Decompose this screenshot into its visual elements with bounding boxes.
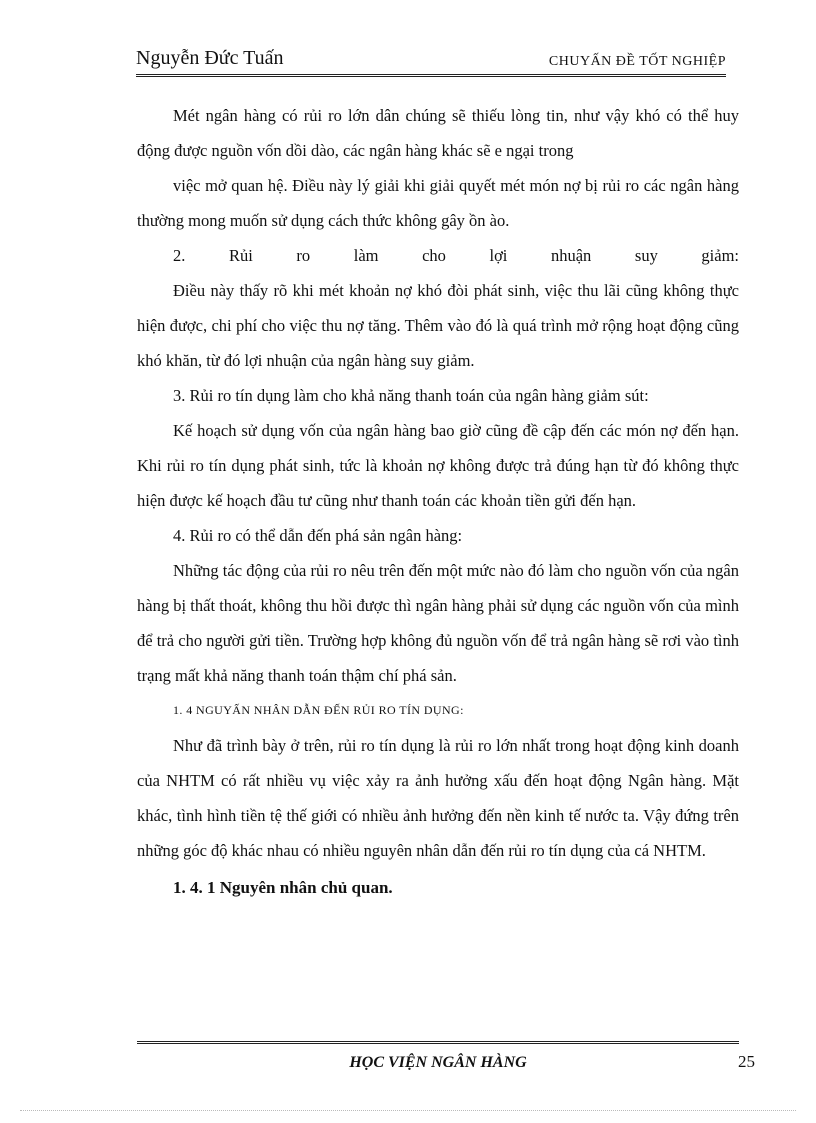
- header-rule: [136, 74, 726, 77]
- subsection-heading: 1. 4. 1 Nguyên nhân chủ quan.: [173, 878, 393, 897]
- point-3-heading: 3. Rủi ro tín dụng làm cho khả năng thanh toán của ngân hàng giảm sút:: [173, 386, 649, 405]
- footer-institution: HỌC VIỆN NGÂN HÀNG: [349, 1054, 527, 1071]
- page-edge-divider: [20, 1110, 796, 1111]
- point-2-heading: 2. Rủi ro làm cho lợi nhuận suy giảm:: [173, 246, 739, 265]
- footer-rule: [137, 1041, 739, 1044]
- paragraph-2: việc mở quan hệ. Điều này lý giải khi giải quyết mét món nợ bị rủi ro các ngân hàng thường mong muốn sử dụng cách thức không gây ồn ào.: [137, 176, 739, 230]
- header-document-title: CHUYẤN ĐỀ TỐT NGHIỆP: [548, 54, 726, 69]
- paragraph-3: Điều này thấy rõ khi mét khoản nợ khó đòi phát sinh, việc thu lãi cũng không thực hiện được, chi phí cho việc thu nợ tăng. Thêm vào đó là quá trình mở rộng hoạt động cũng khó khăn, từ đó lợi nhuận của ngân hàng suy giảm.: [137, 281, 739, 370]
- page-header: [136, 46, 726, 74]
- paragraph-1: Mét ngân hàng có rủi ro lớn dân chúng sẽ thiếu lòng tin, như vậy khó có thể huy động được nguồn vốn dồi dào, các ngân hàng khác sẽ e ngại trong: [137, 106, 739, 160]
- section-paragraph: Như đã trình bày ở trên, rủi ro tín dụng là rủi ro lớn nhất trong hoạt động kinh doanh của NHTM có rất nhiều vụ việc xảy ra ảnh hưởng xấu đến hoạt động Ngân hàng. Mặt khác, tình hình tiền tệ thế giới có nhiều ảnh hưởng đến nền kinh tế nước ta. Vậy đứng trên những góc độ khác nhau có nhiều nguyên nhân dẫn đến rủi ro tín dụng của cá NHTM.: [137, 736, 739, 860]
- section-heading: 1. 4 NGUYẤN NHÂN DẪN ĐẾN RỦI RO TÍN DỤNG:: [173, 703, 464, 717]
- page-number: 25: [738, 1052, 755, 1071]
- paragraph-5: Những tác động của rủi ro nêu trên đến một mức nào đó làm cho nguồn vốn của ngân hàng bị thất thoát, không thu hồi được thì ngân hàng phải sử dụng các nguồn vốn của mình để trả cho người gửi tiền. Trường hợp không đủ nguồn vốn để trả ngân hàng sẽ rơi vào tình trạng mất khả năng thanh toán thậm chí phá sản.: [137, 561, 739, 685]
- page-body: [137, 98, 739, 908]
- point-4-heading: 4. Rủi ro có thể dẫn đến phá sản ngân hàng:: [173, 526, 463, 545]
- paragraph-4: Kế hoạch sử dụng vốn của ngân hàng bao giờ cũng đề cập đến các món nợ đến hạn. Khi rủi ro tín dụng phát sinh, tức là khoản nợ không được trả đúng hạn từ đó không thực hiện được kế hoạch đầu tư cũng như thanh toán các khoản tiền gửi đến hạn.: [137, 421, 739, 510]
- header-author: Nguyễn Đức Tuấn: [136, 47, 284, 69]
